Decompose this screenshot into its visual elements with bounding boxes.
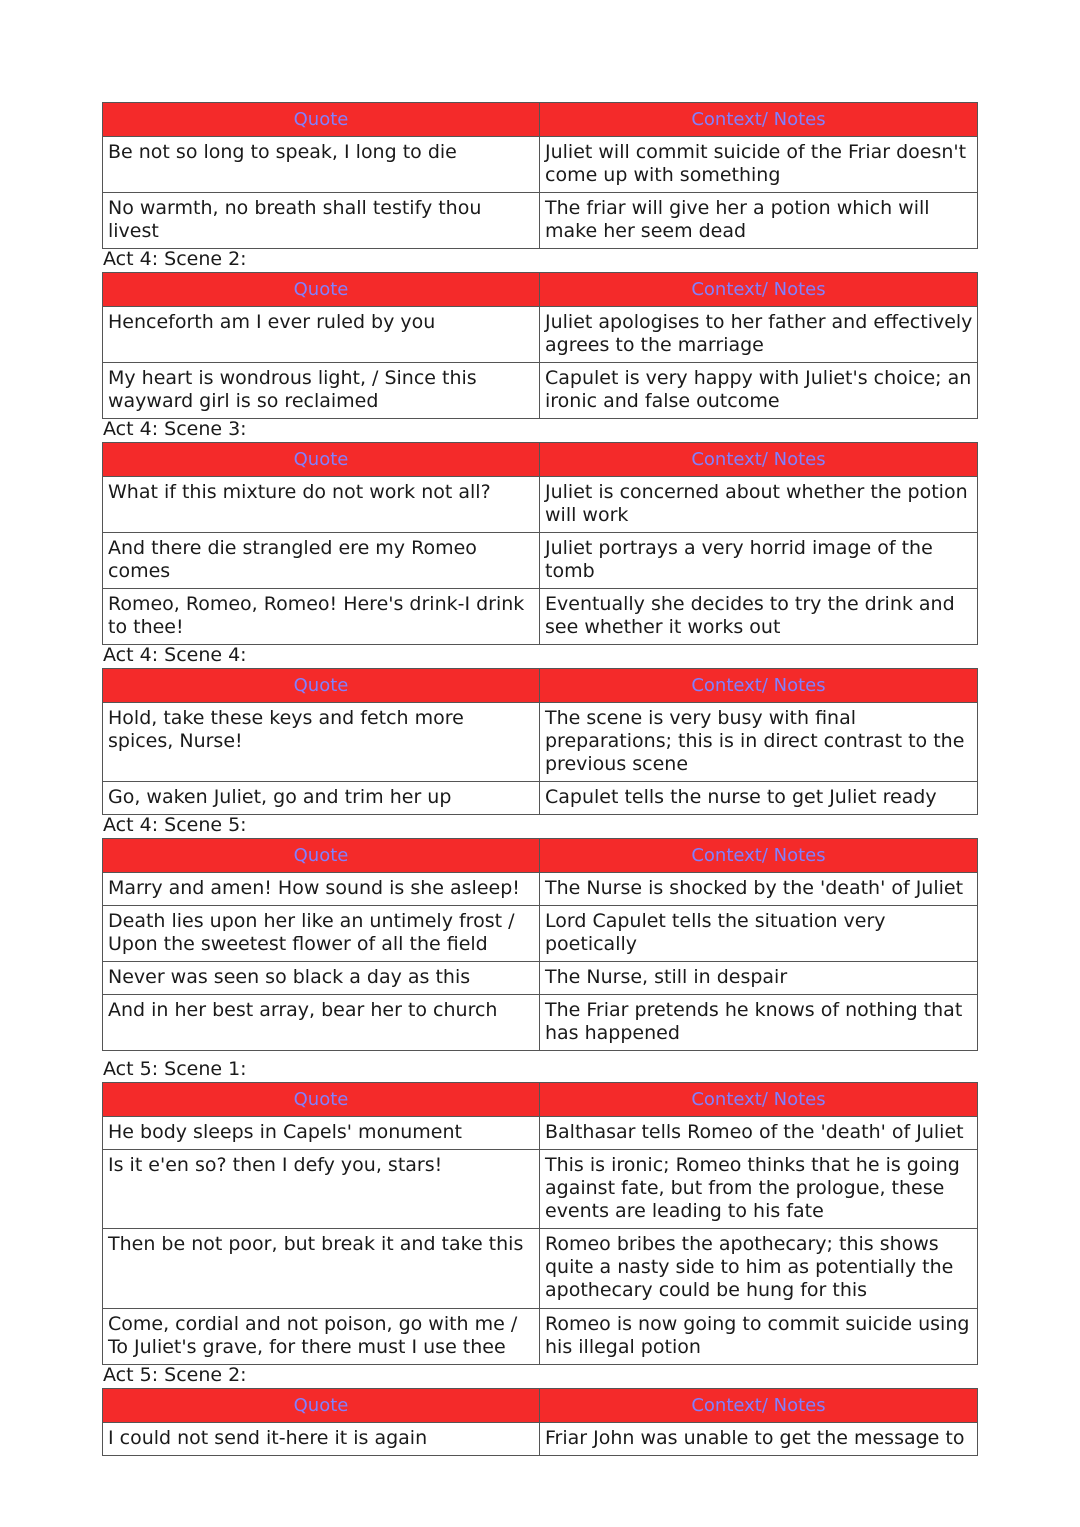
notes-column-header: Context/ Notes <box>540 839 978 873</box>
quote-column-header: Quote <box>103 839 540 873</box>
table-row <box>103 1423 978 1456</box>
scene-heading: Act 4: Scene 4: <box>103 644 247 666</box>
quote-table <box>102 442 978 645</box>
notes-column-header: Context/ Notes <box>540 443 978 477</box>
table-row <box>103 477 978 533</box>
notes-column-header: Context/ Notes <box>540 103 978 137</box>
quote-table <box>102 668 978 815</box>
quote-cell: I could not send it-here it is again <box>103 1423 540 1456</box>
note-cell: Juliet is concerned about whether the potion will work <box>540 477 978 533</box>
quote-cell: Marry and amen! How sound is she asleep! <box>103 873 540 906</box>
quote-cell: What if this mixture do not work not all? <box>103 477 540 533</box>
table-header-row <box>103 273 978 307</box>
table-row <box>103 307 978 363</box>
quote-column-header: Quote <box>103 103 540 137</box>
note-cell: The Friar pretends he knows of nothing that has happened <box>540 995 978 1051</box>
table-row <box>103 1229 978 1309</box>
scene-heading: Act 4: Scene 2: <box>103 248 247 270</box>
quote-cell: Henceforth am I ever ruled by you <box>103 307 540 363</box>
table-row <box>103 703 978 782</box>
note-cell: Balthasar tells Romeo of the 'death' of Juliet <box>540 1117 978 1150</box>
quote-cell: Come, cordial and not poison, go with me / To Juliet's grave, for there must I use thee <box>103 1309 540 1365</box>
quote-cell: No warmth, no breath shall testify thou livest <box>103 193 540 249</box>
note-cell: Romeo bribes the apothecary; this shows quite a nasty side to him as potentially the apothecary could be hung for this <box>540 1229 978 1309</box>
quote-column-header: Quote <box>103 1389 540 1423</box>
note-cell: Lord Capulet tells the situation very poetically <box>540 906 978 962</box>
quote-cell: Is it e'en so? then I defy you, stars! <box>103 1150 540 1229</box>
quote-cell: And there die strangled ere my Romeo comes <box>103 533 540 589</box>
quote-cell: Go, waken Juliet, go and trim her up <box>103 782 540 815</box>
notes-column-header: Context/ Notes <box>540 1389 978 1423</box>
table-row <box>103 193 978 249</box>
quote-cell: Be not so long to speak, I long to die <box>103 137 540 193</box>
note-cell: This is ironic; Romeo thinks that he is going against fate, but from the prologue, these events are leading to his fate <box>540 1150 978 1229</box>
quote-cell: Hold, take these keys and fetch more spices, Nurse! <box>103 703 540 782</box>
table-header-row <box>103 839 978 873</box>
scene-heading: Act 4: Scene 5: <box>103 814 247 836</box>
table-row <box>103 962 978 995</box>
quote-cell: Death lies upon her like an untimely frost / Upon the sweetest flower of all the field <box>103 906 540 962</box>
quote-table <box>102 272 978 419</box>
quote-table <box>102 1082 978 1365</box>
document <box>102 102 977 1456</box>
quote-table <box>102 838 978 1051</box>
note-cell: The Nurse, still in despair <box>540 962 978 995</box>
table-row <box>103 1117 978 1150</box>
table-row <box>103 137 978 193</box>
note-cell: Eventually she decides to try the drink and see whether it works out <box>540 589 978 645</box>
notes-column-header: Context/ Notes <box>540 669 978 703</box>
note-cell: Capulet tells the nurse to get Juliet ready <box>540 782 978 815</box>
table-header-row <box>103 1083 978 1117</box>
scene-heading: Act 4: Scene 3: <box>103 418 247 440</box>
table-row <box>103 589 978 645</box>
quote-cell: He body sleeps in Capels' monument <box>103 1117 540 1150</box>
table-row <box>103 533 978 589</box>
note-cell: The Nurse is shocked by the 'death' of Juliet <box>540 873 978 906</box>
note-cell: Capulet is very happy with Juliet's choice; an ironic and false outcome <box>540 363 978 419</box>
table-row <box>103 906 978 962</box>
table-row <box>103 782 978 815</box>
scene-heading: Act 5: Scene 2: <box>103 1364 247 1386</box>
quote-cell: And in her best array, bear her to church <box>103 995 540 1051</box>
table-row <box>103 1150 978 1229</box>
quote-cell: Romeo, Romeo, Romeo! Here's drink-I drink to thee! <box>103 589 540 645</box>
note-cell: The scene is very busy with final preparations; this is in direct contrast to the previous scene <box>540 703 978 782</box>
note-cell: The friar will give her a potion which will make her seem dead <box>540 193 978 249</box>
quote-cell: My heart is wondrous light, / Since this wayward girl is so reclaimed <box>103 363 540 419</box>
quote-column-header: Quote <box>103 443 540 477</box>
quote-table <box>102 1388 978 1456</box>
table-row <box>103 363 978 419</box>
table-row <box>103 873 978 906</box>
quote-column-header: Quote <box>103 669 540 703</box>
quote-cell: Never was seen so black a day as this <box>103 962 540 995</box>
quote-column-header: Quote <box>103 1083 540 1117</box>
quote-cell: Then be not poor, but break it and take this <box>103 1229 540 1309</box>
note-cell: Juliet apologises to her father and effectively agrees to the marriage <box>540 307 978 363</box>
note-cell: Friar John was unable to get the message to <box>540 1423 978 1456</box>
quote-column-header: Quote <box>103 273 540 307</box>
table-header-row <box>103 443 978 477</box>
note-cell: Juliet portrays a very horrid image of the tomb <box>540 533 978 589</box>
table-header-row <box>103 669 978 703</box>
table-header-row <box>103 103 978 137</box>
table-row <box>103 1309 978 1365</box>
table-row <box>103 995 978 1051</box>
notes-column-header: Context/ Notes <box>540 273 978 307</box>
table-header-row <box>103 1389 978 1423</box>
note-cell: Juliet will commit suicide of the Friar doesn't come up with something <box>540 137 978 193</box>
quote-table <box>102 102 978 249</box>
note-cell: Romeo is now going to commit suicide using his illegal potion <box>540 1309 978 1365</box>
notes-column-header: Context/ Notes <box>540 1083 978 1117</box>
scene-heading: Act 5: Scene 1: <box>103 1058 247 1080</box>
